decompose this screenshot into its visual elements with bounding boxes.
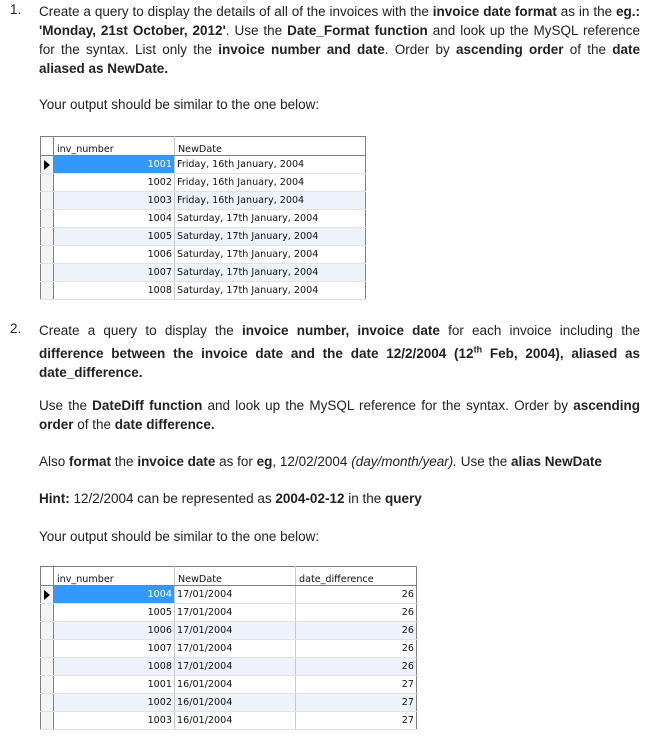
row-selector[interactable] bbox=[41, 156, 54, 174]
text: and look up the MySQL reference for the syntax. List only the bbox=[39, 23, 641, 57]
text-bold: eg.: 'Monday, 21st October, 2012' bbox=[39, 4, 640, 38]
cell-newdate[interactable]: Saturday, 17th January, 2004 bbox=[175, 210, 366, 228]
cell-newdate[interactable]: 17/01/2004 bbox=[175, 658, 296, 676]
table-row[interactable] bbox=[41, 586, 417, 604]
cell-inv-number[interactable]: 1004 bbox=[54, 586, 175, 604]
row-selector[interactable] bbox=[41, 174, 54, 192]
row-selector bbox=[41, 137, 54, 156]
text: 12/2/2004 can be represented as bbox=[69, 491, 276, 506]
current-row-arrow-icon bbox=[44, 160, 50, 170]
cell-newdate[interactable]: Saturday, 17th January, 2004 bbox=[175, 264, 366, 282]
text: Create a query to display the details of all of the invoices with the bbox=[39, 4, 433, 19]
text: . Order by bbox=[384, 42, 456, 57]
question-2-format bbox=[39, 452, 602, 471]
cell-inv-number[interactable]: 1005 bbox=[54, 604, 175, 622]
table-row[interactable] bbox=[41, 712, 417, 730]
cell-inv-number[interactable]: 1007 bbox=[54, 640, 175, 658]
text-bold: Feb, 2004), aliased as date_difference. bbox=[39, 345, 640, 380]
text-bold: eg bbox=[256, 454, 273, 469]
table-row[interactable] bbox=[41, 694, 417, 712]
cell-newdate[interactable]: 17/01/2004 bbox=[175, 640, 296, 658]
question-2-hint bbox=[39, 489, 422, 508]
question-2-intro bbox=[39, 321, 640, 382]
text-bold: invoice date bbox=[137, 454, 216, 469]
table-row[interactable] bbox=[41, 676, 417, 694]
text-bold: difference between the invoice date and the date 12/2/2004 (12 bbox=[39, 345, 474, 361]
text-bold: Date_Format function bbox=[287, 23, 428, 38]
text-bold: alias NewDate bbox=[511, 454, 602, 469]
hint-label: Hint: bbox=[39, 491, 70, 506]
table-row[interactable] bbox=[41, 264, 366, 282]
result-grid-1[interactable] bbox=[40, 136, 366, 300]
text: for each invoice including the bbox=[439, 323, 640, 338]
row-selector[interactable] bbox=[41, 264, 54, 282]
question-number: 1. bbox=[10, 2, 22, 17]
text-bold: ascending order bbox=[39, 398, 640, 432]
cell-newdate[interactable]: 17/01/2004 bbox=[175, 622, 296, 640]
superscript: th bbox=[473, 344, 483, 354]
cell-inv-number[interactable]: 1001 bbox=[54, 676, 175, 694]
cell-date-difference[interactable]: 27 bbox=[296, 676, 417, 694]
cell-newdate[interactable]: Saturday, 17th January, 2004 bbox=[175, 282, 366, 300]
cell-inv-number[interactable]: 1004 bbox=[54, 210, 175, 228]
text-bold: date difference. bbox=[114, 417, 215, 432]
cell-date-difference[interactable]: 26 bbox=[296, 640, 417, 658]
row-selector[interactable] bbox=[41, 658, 54, 676]
row-selector[interactable] bbox=[41, 586, 54, 604]
text: in the bbox=[344, 491, 385, 506]
cell-date-difference[interactable]: 26 bbox=[296, 586, 417, 604]
cell-newdate[interactable]: 16/01/2004 bbox=[175, 676, 296, 694]
row-selector[interactable] bbox=[41, 228, 54, 246]
cell-date-difference[interactable]: 26 bbox=[296, 658, 417, 676]
cell-date-difference[interactable]: 27 bbox=[296, 712, 417, 730]
text: , 12/02/2004 bbox=[272, 454, 352, 469]
table-row[interactable] bbox=[41, 228, 366, 246]
row-selector[interactable] bbox=[41, 640, 54, 658]
current-row-arrow-icon bbox=[44, 590, 50, 600]
text-bold: invoice number and date bbox=[218, 42, 385, 57]
text-bold: date aliased as NewDate. bbox=[39, 42, 640, 76]
cell-date-difference[interactable]: 26 bbox=[296, 604, 417, 622]
text: Create a query to display the bbox=[39, 323, 243, 338]
text: . Use the bbox=[225, 23, 288, 38]
question-number: 2. bbox=[10, 321, 22, 336]
question-2-datediff bbox=[39, 396, 640, 434]
table-row[interactable] bbox=[41, 658, 417, 676]
text: of the bbox=[73, 417, 115, 432]
cell-inv-number[interactable]: 1001 bbox=[54, 156, 175, 174]
cell-inv-number[interactable]: 1008 bbox=[54, 658, 175, 676]
cell-newdate[interactable]: 16/01/2004 bbox=[175, 712, 296, 730]
row-selector[interactable] bbox=[41, 694, 54, 712]
question-1-text bbox=[39, 2, 640, 78]
column-header-newdate[interactable]: NewDate bbox=[175, 567, 296, 586]
row-selector[interactable] bbox=[41, 210, 54, 228]
cell-newdate[interactable]: Friday, 16th January, 2004 bbox=[175, 174, 366, 192]
column-header-date-difference[interactable]: date_difference bbox=[296, 567, 417, 586]
cell-newdate[interactable]: 17/01/2004 bbox=[175, 604, 296, 622]
cell-inv-number[interactable]: 1007 bbox=[54, 264, 175, 282]
row-selector[interactable] bbox=[41, 676, 54, 694]
table-row[interactable] bbox=[41, 174, 366, 192]
row-selector[interactable] bbox=[41, 282, 54, 300]
cell-newdate[interactable]: Saturday, 17th January, 2004 bbox=[175, 246, 366, 264]
text-bold: invoice number, invoice date bbox=[242, 323, 440, 338]
table-row[interactable] bbox=[41, 210, 366, 228]
cell-newdate[interactable]: Saturday, 17th January, 2004 bbox=[175, 228, 366, 246]
cell-inv-number[interactable]: 1003 bbox=[54, 712, 175, 730]
table-row[interactable] bbox=[41, 156, 366, 174]
text: and look up the MySQL reference for the syntax. Order by bbox=[202, 398, 574, 413]
text-italic: (day/month/year). bbox=[351, 454, 457, 469]
grid-header-row bbox=[41, 567, 417, 586]
row-selector[interactable] bbox=[41, 604, 54, 622]
cell-date-difference[interactable]: 26 bbox=[296, 622, 417, 640]
table-row[interactable] bbox=[41, 640, 417, 658]
row-selector[interactable] bbox=[41, 712, 54, 730]
text-bold: query bbox=[385, 491, 422, 506]
cell-newdate[interactable]: Friday, 16th January, 2004 bbox=[175, 192, 366, 210]
table-row[interactable] bbox=[41, 246, 366, 264]
column-header-newdate[interactable]: NewDate bbox=[175, 137, 366, 156]
text-bold: invoice date format bbox=[432, 4, 557, 19]
column-header-inv-number[interactable]: inv_number bbox=[54, 567, 175, 586]
result-grid-2[interactable] bbox=[40, 566, 417, 730]
table-row[interactable] bbox=[41, 192, 366, 210]
text: as in the bbox=[556, 4, 616, 19]
text-bold: 2004-02-12 bbox=[275, 491, 345, 506]
cell-inv-number[interactable]: 1008 bbox=[54, 282, 175, 300]
row-selector[interactable] bbox=[41, 622, 54, 640]
cell-newdate[interactable]: Friday, 16th January, 2004 bbox=[175, 156, 366, 174]
text: Use the bbox=[457, 454, 512, 469]
text: as for bbox=[215, 454, 257, 469]
text-bold: ascending order bbox=[455, 42, 564, 57]
table-row[interactable] bbox=[41, 622, 417, 640]
text-bold: DateDiff function bbox=[92, 398, 203, 413]
row-selector bbox=[41, 567, 54, 586]
text: the bbox=[111, 454, 138, 469]
row-selector[interactable] bbox=[41, 192, 54, 210]
cell-inv-number[interactable]: 1003 bbox=[54, 192, 175, 210]
table-row[interactable] bbox=[41, 604, 417, 622]
grid-header-row bbox=[41, 137, 366, 156]
cell-newdate[interactable]: 16/01/2004 bbox=[175, 694, 296, 712]
text: of the bbox=[563, 42, 613, 57]
output-note: Your output should be similar to the one below: bbox=[39, 529, 320, 544]
column-header-inv-number[interactable]: inv_number bbox=[54, 137, 175, 156]
cell-inv-number[interactable]: 1002 bbox=[54, 694, 175, 712]
cell-inv-number[interactable]: 1005 bbox=[54, 228, 175, 246]
cell-inv-number[interactable]: 1006 bbox=[54, 622, 175, 640]
output-note: Your output should be similar to the one below: bbox=[39, 97, 320, 112]
table-row[interactable] bbox=[41, 282, 366, 300]
text: Also bbox=[39, 454, 70, 469]
cell-inv-number[interactable]: 1006 bbox=[54, 246, 175, 264]
cell-newdate[interactable]: 17/01/2004 bbox=[175, 586, 296, 604]
row-selector[interactable] bbox=[41, 246, 54, 264]
cell-inv-number[interactable]: 1002 bbox=[54, 174, 175, 192]
text: Use the bbox=[39, 398, 93, 413]
text-bold: format bbox=[69, 454, 112, 469]
cell-date-difference[interactable]: 27 bbox=[296, 694, 417, 712]
